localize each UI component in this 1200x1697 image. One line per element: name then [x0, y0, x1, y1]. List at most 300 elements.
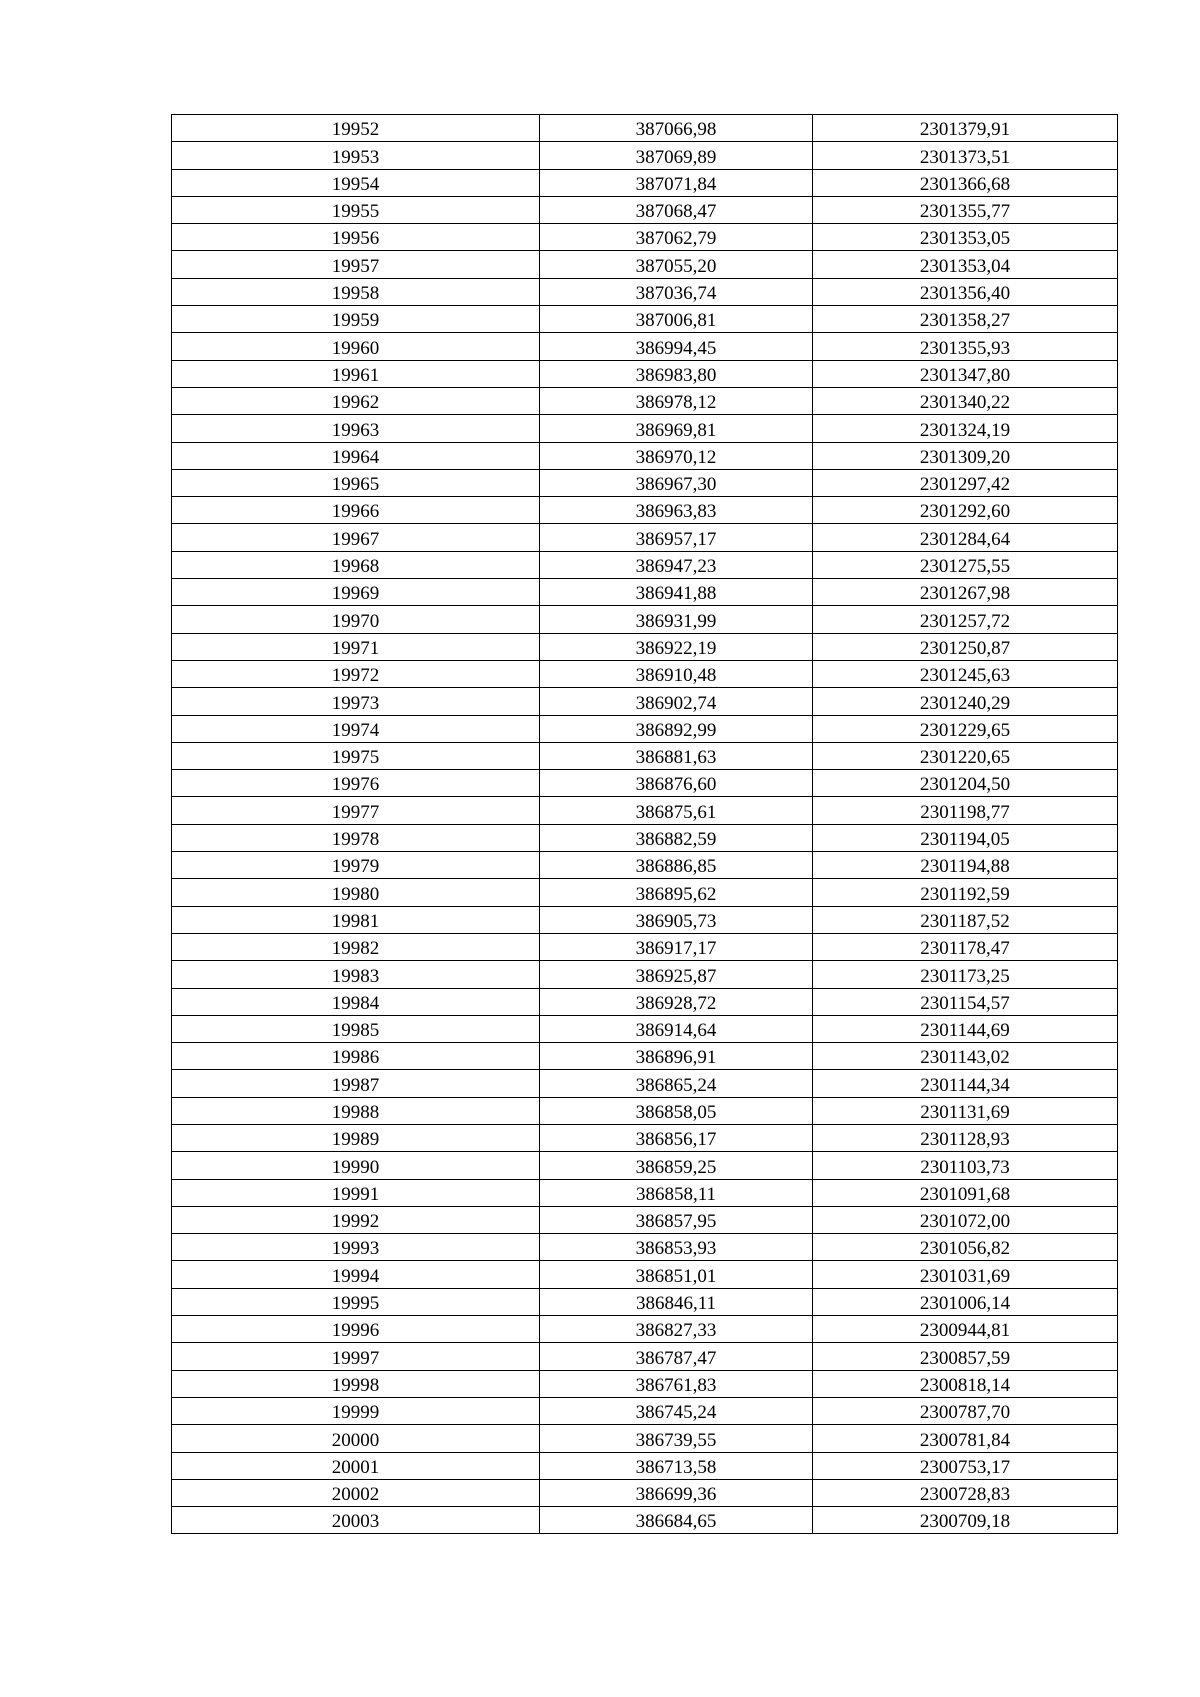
point-number-cell — [172, 1507, 540, 1534]
point-number-cell — [172, 251, 540, 278]
cell-text: 2301006,14 — [919, 1293, 1011, 1315]
y-coordinate-cell — [813, 469, 1118, 496]
cell-text: 386886,85 — [635, 856, 717, 878]
table-row — [172, 142, 1118, 169]
cell-text: 19993 — [331, 1238, 380, 1260]
cell-text: 2300753,17 — [919, 1456, 1011, 1478]
cell-text: 386882,59 — [635, 829, 717, 851]
cell-text: 19978 — [331, 829, 380, 851]
table-row — [172, 115, 1118, 142]
cell-text: 19990 — [331, 1156, 380, 1178]
x-coordinate-cell — [540, 551, 813, 578]
x-coordinate-cell — [540, 770, 813, 797]
cell-text: 386967,30 — [635, 474, 717, 496]
cell-text: 2301297,42 — [919, 474, 1011, 496]
cell-text: 2301292,60 — [919, 501, 1011, 523]
cell-text: 2300857,59 — [919, 1347, 1011, 1369]
x-coordinate-cell — [540, 251, 813, 278]
cell-text: 2301366,68 — [919, 173, 1011, 195]
cell-text: 2301173,25 — [920, 965, 1010, 987]
cell-text: 19976 — [331, 774, 380, 796]
cell-text: 2301355,77 — [919, 201, 1011, 223]
point-number-cell — [172, 1261, 540, 1288]
x-coordinate-cell — [540, 1261, 813, 1288]
cell-text: 2301204,50 — [919, 774, 1011, 796]
cell-text: 386983,80 — [635, 364, 717, 386]
cell-text: 19966 — [331, 501, 380, 523]
x-coordinate-cell — [540, 1152, 813, 1179]
cell-text: 19988 — [331, 1101, 380, 1123]
point-number-cell — [172, 1397, 540, 1424]
cell-text: 20003 — [331, 1511, 380, 1533]
cell-text: 2300787,70 — [919, 1402, 1011, 1424]
point-number-cell — [172, 1206, 540, 1233]
cell-text: 2301379,91 — [919, 119, 1011, 141]
table-row — [172, 1152, 1118, 1179]
point-number-cell — [172, 988, 540, 1015]
y-coordinate-cell — [813, 1507, 1118, 1534]
table-row — [172, 497, 1118, 524]
table-row — [172, 387, 1118, 414]
cell-text: 2301056,82 — [919, 1238, 1011, 1260]
x-coordinate-cell — [540, 1097, 813, 1124]
table-row — [172, 660, 1118, 687]
y-coordinate-cell — [813, 1452, 1118, 1479]
point-number-cell — [172, 196, 540, 223]
cell-text: 19986 — [331, 1047, 380, 1069]
point-number-cell — [172, 606, 540, 633]
x-coordinate-cell — [540, 824, 813, 851]
x-coordinate-cell — [540, 142, 813, 169]
x-coordinate-cell — [540, 1452, 813, 1479]
table-row — [172, 715, 1118, 742]
cell-text: 386910,48 — [635, 665, 717, 687]
point-number-cell — [172, 660, 540, 687]
cell-text: 386941,88 — [635, 583, 717, 605]
cell-text: 386876,60 — [635, 774, 717, 796]
point-number-cell — [172, 415, 540, 442]
cell-text: 386963,83 — [635, 501, 717, 523]
point-number-cell — [172, 1015, 540, 1042]
y-coordinate-cell — [813, 524, 1118, 551]
point-number-cell — [172, 1179, 540, 1206]
cell-text: 2301356,40 — [919, 283, 1011, 305]
y-coordinate-cell — [813, 1152, 1118, 1179]
cell-text: 19989 — [331, 1129, 380, 1151]
point-number-cell — [172, 1124, 540, 1151]
cell-text: 386858,11 — [635, 1183, 717, 1205]
cell-text: 2301229,65 — [919, 719, 1011, 741]
cell-text: 2301257,72 — [919, 610, 1011, 632]
y-coordinate-cell — [813, 251, 1118, 278]
point-number-cell — [172, 1479, 540, 1506]
point-number-cell — [172, 1343, 540, 1370]
x-coordinate-cell — [540, 1316, 813, 1343]
y-coordinate-cell — [813, 169, 1118, 196]
cell-text: 386922,19 — [635, 637, 717, 659]
cell-text: 19952 — [331, 119, 380, 141]
cell-text: 2301240,29 — [919, 692, 1011, 714]
table-row — [172, 1179, 1118, 1206]
cell-text: 19957 — [331, 255, 380, 277]
cell-text: 386905,73 — [635, 910, 717, 932]
table-row — [172, 278, 1118, 305]
cell-text: 386846,11 — [635, 1293, 717, 1315]
cell-text: 2301220,65 — [919, 747, 1011, 769]
point-number-cell — [172, 824, 540, 851]
cell-text: 387036,74 — [635, 283, 717, 305]
cell-text: 2301353,05 — [919, 228, 1011, 250]
cell-text: 386931,99 — [635, 610, 717, 632]
cell-text: 19961 — [331, 364, 380, 386]
x-coordinate-cell — [540, 1043, 813, 1070]
cell-text: 2301267,98 — [919, 583, 1011, 605]
x-coordinate-cell — [540, 879, 813, 906]
x-coordinate-cell — [540, 1015, 813, 1042]
point-number-cell — [172, 333, 540, 360]
x-coordinate-cell — [540, 524, 813, 551]
table-row — [172, 1370, 1118, 1397]
point-number-cell — [172, 551, 540, 578]
y-coordinate-cell — [813, 1288, 1118, 1315]
cell-text: 2301103,73 — [920, 1156, 1010, 1178]
table-row — [172, 224, 1118, 251]
cell-text: 19956 — [331, 228, 380, 250]
cell-text: 2301355,93 — [919, 337, 1011, 359]
cell-text: 19969 — [331, 583, 380, 605]
cell-text: 387068,47 — [635, 201, 717, 223]
cell-text: 387071,84 — [635, 173, 717, 195]
cell-text: 2301373,51 — [919, 146, 1011, 168]
x-coordinate-cell — [540, 715, 813, 742]
x-coordinate-cell — [540, 497, 813, 524]
table-row — [172, 524, 1118, 551]
x-coordinate-cell — [540, 961, 813, 988]
y-coordinate-cell — [813, 824, 1118, 851]
cell-text: 386917,17 — [635, 938, 717, 960]
cell-text: 2301198,77 — [920, 801, 1010, 823]
y-coordinate-cell — [813, 360, 1118, 387]
y-coordinate-cell — [813, 1397, 1118, 1424]
point-number-cell — [172, 1152, 540, 1179]
y-coordinate-cell — [813, 442, 1118, 469]
cell-text: 386994,45 — [635, 337, 717, 359]
y-coordinate-cell — [813, 606, 1118, 633]
x-coordinate-cell — [540, 169, 813, 196]
cell-text: 2301192,59 — [920, 883, 1010, 905]
cell-text: 2301284,64 — [919, 528, 1011, 550]
y-coordinate-cell — [813, 879, 1118, 906]
cell-text: 19960 — [331, 337, 380, 359]
y-coordinate-cell — [813, 497, 1118, 524]
cell-text: 19982 — [331, 938, 380, 960]
y-coordinate-cell — [813, 961, 1118, 988]
cell-text: 386875,61 — [635, 801, 717, 823]
cell-text: 386914,64 — [635, 1020, 717, 1042]
point-number-cell — [172, 497, 540, 524]
cell-text: 2301143,02 — [920, 1047, 1010, 1069]
cell-text: 386928,72 — [635, 992, 717, 1014]
cell-text: 386978,12 — [635, 392, 717, 414]
point-number-cell — [172, 579, 540, 606]
y-coordinate-cell — [813, 306, 1118, 333]
table-row — [172, 251, 1118, 278]
x-coordinate-cell — [540, 1206, 813, 1233]
cell-text: 386865,24 — [635, 1074, 717, 1096]
cell-text: 2301275,55 — [919, 556, 1011, 578]
x-coordinate-cell — [540, 1179, 813, 1206]
point-number-cell — [172, 770, 540, 797]
point-number-cell — [172, 1097, 540, 1124]
cell-text: 2300818,14 — [919, 1374, 1011, 1396]
y-coordinate-cell — [813, 415, 1118, 442]
cell-text: 2301178,47 — [920, 938, 1010, 960]
y-coordinate-cell — [813, 988, 1118, 1015]
point-number-cell — [172, 1425, 540, 1452]
table-row — [172, 770, 1118, 797]
cell-text: 19954 — [331, 173, 380, 195]
cell-text: 2301187,52 — [920, 910, 1010, 932]
cell-text: 386827,33 — [635, 1320, 717, 1342]
y-coordinate-cell — [813, 688, 1118, 715]
cell-text: 19996 — [331, 1320, 380, 1342]
x-coordinate-cell — [540, 442, 813, 469]
cell-text: 2301144,34 — [920, 1074, 1010, 1096]
y-coordinate-cell — [813, 1234, 1118, 1261]
cell-text: 19953 — [331, 146, 380, 168]
y-coordinate-cell — [813, 1479, 1118, 1506]
cell-text: 20000 — [331, 1429, 380, 1451]
x-coordinate-cell — [540, 196, 813, 223]
x-coordinate-cell — [540, 606, 813, 633]
y-coordinate-cell — [813, 1206, 1118, 1233]
table-row — [172, 1097, 1118, 1124]
point-number-cell — [172, 524, 540, 551]
cell-text: 386699,36 — [635, 1484, 717, 1506]
x-coordinate-cell — [540, 224, 813, 251]
table-row — [172, 442, 1118, 469]
cell-text: 2300709,18 — [919, 1511, 1011, 1533]
y-coordinate-cell — [813, 770, 1118, 797]
table-row — [172, 415, 1118, 442]
point-number-cell — [172, 715, 540, 742]
table-row — [172, 1124, 1118, 1151]
cell-text: 2301353,04 — [919, 255, 1011, 277]
x-coordinate-cell — [540, 742, 813, 769]
table-row — [172, 988, 1118, 1015]
table-row — [172, 306, 1118, 333]
cell-text: 387069,89 — [635, 146, 717, 168]
cell-text: 386684,65 — [635, 1511, 717, 1533]
x-coordinate-cell — [540, 988, 813, 1015]
cell-text: 2301144,69 — [920, 1020, 1010, 1042]
point-number-cell — [172, 906, 540, 933]
cell-text: 386925,87 — [635, 965, 717, 987]
table-row — [172, 1261, 1118, 1288]
table-row — [172, 551, 1118, 578]
coordinates-table-body — [172, 115, 1118, 1534]
cell-text: 386896,91 — [635, 1047, 717, 1069]
x-coordinate-cell — [540, 933, 813, 960]
table-row — [172, 852, 1118, 879]
cell-text: 386902,74 — [635, 692, 717, 714]
cell-text: 386947,23 — [635, 556, 717, 578]
x-coordinate-cell — [540, 797, 813, 824]
table-row — [172, 633, 1118, 660]
point-number-cell — [172, 961, 540, 988]
x-coordinate-cell — [540, 278, 813, 305]
y-coordinate-cell — [813, 1343, 1118, 1370]
cell-text: 2301324,19 — [919, 419, 1011, 441]
point-number-cell — [172, 688, 540, 715]
cell-text: 2300728,83 — [919, 1484, 1011, 1506]
table-row — [172, 1479, 1118, 1506]
x-coordinate-cell — [540, 633, 813, 660]
cell-text: 2300944,81 — [919, 1320, 1011, 1342]
cell-text: 19980 — [331, 883, 380, 905]
cell-text: 2301194,05 — [920, 829, 1010, 851]
cell-text: 19955 — [331, 201, 380, 223]
point-number-cell — [172, 387, 540, 414]
cell-text: 19971 — [331, 637, 380, 659]
x-coordinate-cell — [540, 852, 813, 879]
cell-text: 386969,81 — [635, 419, 717, 441]
cell-text: 387066,98 — [635, 119, 717, 141]
x-coordinate-cell — [540, 333, 813, 360]
y-coordinate-cell — [813, 579, 1118, 606]
table-row — [172, 606, 1118, 633]
table-row — [172, 1397, 1118, 1424]
cell-text: 19965 — [331, 474, 380, 496]
cell-text: 386957,17 — [635, 528, 717, 550]
cell-text: 2301340,22 — [919, 392, 1011, 414]
point-number-cell — [172, 1452, 540, 1479]
cell-text: 386856,17 — [635, 1129, 717, 1151]
y-coordinate-cell — [813, 1124, 1118, 1151]
y-coordinate-cell — [813, 1370, 1118, 1397]
y-coordinate-cell — [813, 797, 1118, 824]
table-row — [172, 797, 1118, 824]
cell-text: 19977 — [331, 801, 380, 823]
cell-text: 20002 — [331, 1484, 380, 1506]
cell-text: 2301245,63 — [919, 665, 1011, 687]
point-number-cell — [172, 442, 540, 469]
cell-text: 19991 — [331, 1183, 380, 1205]
cell-text: 2301358,27 — [919, 310, 1011, 332]
y-coordinate-cell — [813, 224, 1118, 251]
x-coordinate-cell — [540, 115, 813, 142]
cell-text: 386892,99 — [635, 719, 717, 741]
table-row — [172, 1015, 1118, 1042]
y-coordinate-cell — [813, 715, 1118, 742]
x-coordinate-cell — [540, 1234, 813, 1261]
cell-text: 19963 — [331, 419, 380, 441]
cell-text: 19959 — [331, 310, 380, 332]
cell-text: 387062,79 — [635, 228, 717, 250]
cell-text: 19992 — [331, 1211, 380, 1233]
point-number-cell — [172, 1234, 540, 1261]
cell-text: 386895,62 — [635, 883, 717, 905]
cell-text: 386713,58 — [635, 1456, 717, 1478]
point-number-cell — [172, 224, 540, 251]
y-coordinate-cell — [813, 660, 1118, 687]
x-coordinate-cell — [540, 360, 813, 387]
cell-text: 19974 — [331, 719, 380, 741]
x-coordinate-cell — [540, 1397, 813, 1424]
table-row — [172, 933, 1118, 960]
x-coordinate-cell — [540, 1370, 813, 1397]
x-coordinate-cell — [540, 660, 813, 687]
cell-text: 2300781,84 — [919, 1429, 1011, 1451]
y-coordinate-cell — [813, 1261, 1118, 1288]
point-number-cell — [172, 306, 540, 333]
cell-text: 386858,05 — [635, 1101, 717, 1123]
y-coordinate-cell — [813, 387, 1118, 414]
point-number-cell — [172, 852, 540, 879]
y-coordinate-cell — [813, 333, 1118, 360]
y-coordinate-cell — [813, 633, 1118, 660]
cell-text: 19970 — [331, 610, 380, 632]
cell-text: 2301154,57 — [920, 992, 1010, 1014]
cell-text: 19979 — [331, 856, 380, 878]
table-row — [172, 579, 1118, 606]
cell-text: 386787,47 — [635, 1347, 717, 1369]
table-row — [172, 360, 1118, 387]
cell-text: 2301347,80 — [919, 364, 1011, 386]
x-coordinate-cell — [540, 1124, 813, 1151]
cell-text: 19999 — [331, 1402, 380, 1424]
cell-text: 19968 — [331, 556, 380, 578]
table-row — [172, 1316, 1118, 1343]
cell-text: 19964 — [331, 446, 380, 468]
point-number-cell — [172, 1288, 540, 1315]
table-row — [172, 469, 1118, 496]
cell-text: 19984 — [331, 992, 380, 1014]
cell-text: 2301128,93 — [920, 1129, 1010, 1151]
x-coordinate-cell — [540, 906, 813, 933]
table-row — [172, 1425, 1118, 1452]
cell-text: 386745,24 — [635, 1402, 717, 1424]
y-coordinate-cell — [813, 1316, 1118, 1343]
cell-text: 386851,01 — [635, 1265, 717, 1287]
y-coordinate-cell — [813, 1043, 1118, 1070]
x-coordinate-cell — [540, 415, 813, 442]
x-coordinate-cell — [540, 469, 813, 496]
cell-text: 2301309,20 — [919, 446, 1011, 468]
point-number-cell — [172, 633, 540, 660]
table-row — [172, 906, 1118, 933]
cell-text: 386970,12 — [635, 446, 717, 468]
x-coordinate-cell — [540, 1070, 813, 1097]
cell-text: 19975 — [331, 747, 380, 769]
cell-text: 386739,55 — [635, 1429, 717, 1451]
table-row — [172, 688, 1118, 715]
table-row — [172, 1343, 1118, 1370]
cell-text: 19983 — [331, 965, 380, 987]
point-number-cell — [172, 142, 540, 169]
cell-text: 386761,83 — [635, 1374, 717, 1396]
cell-text: 2301091,68 — [919, 1183, 1011, 1205]
table-row — [172, 961, 1118, 988]
point-number-cell — [172, 169, 540, 196]
table-row — [172, 333, 1118, 360]
cell-text: 2301250,87 — [919, 637, 1011, 659]
cell-text: 386853,93 — [635, 1238, 717, 1260]
cell-text: 19997 — [331, 1347, 380, 1369]
table-row — [172, 1234, 1118, 1261]
cell-text: 387006,81 — [635, 310, 717, 332]
cell-text: 2301194,88 — [920, 856, 1010, 878]
